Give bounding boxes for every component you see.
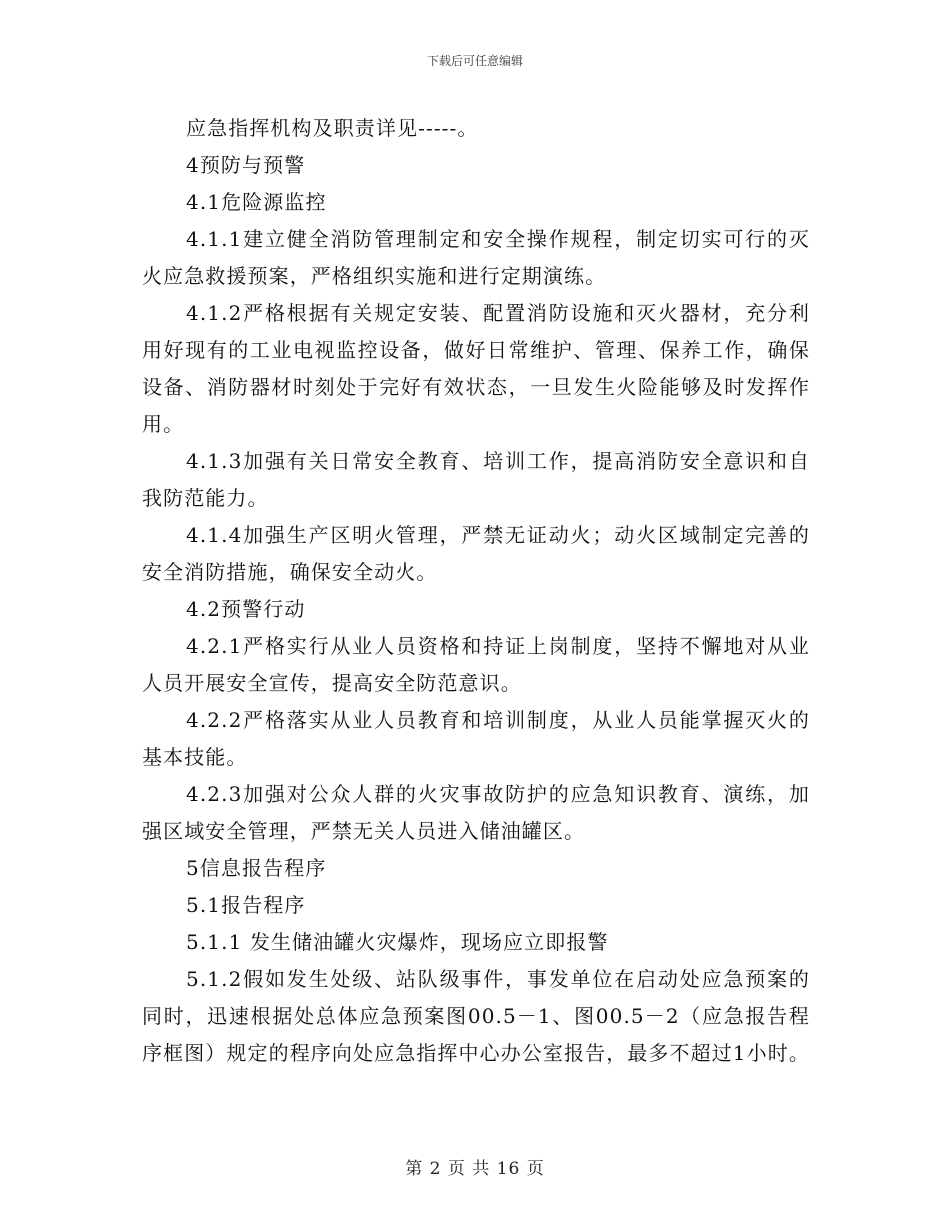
page-number: 第 2 页 共 16 页: [405, 1159, 545, 1179]
paragraph-4-1-2: 4.1.2严格根据有关规定安装、配置消防设施和灭火器材，充分利用好现有的工业电视监控设备，做好日常维护、管理、保养工作，确保设备、消防器材时刻处于完好有效状态，一旦发生火险能够及时发挥作用。: [142, 301, 810, 436]
page-header: 下载后可任意编辑: [426, 54, 523, 68]
paragraph-4-2-1: 4.2.1严格实行从业人员资格和持证上岗制度，坚持不懈地对从业人员开展安全宣传，提高安全防范意识。: [142, 634, 810, 695]
paragraph-4-2-3: 4.2.3加强对公众人群的火灾事故防护的应急知识教育、演练，加强区域安全管理，严禁无关人员进入储油罐区。: [142, 782, 810, 843]
heading-hazard-monitoring: 4.1危险源监控: [186, 190, 327, 214]
paragraph-5-1-1: 5.1.1 发生储油罐火灾爆炸，现场应立即报警: [186, 930, 609, 954]
heading-report-procedure: 5.1报告程序: [186, 893, 306, 917]
heading-info-report: 5信息报告程序: [186, 856, 327, 880]
heading-warning-action: 4.2预警行动: [186, 597, 306, 621]
document-body: [142, 110, 810, 1072]
paragraph-4-2-2: 4.2.2严格落实从业人员教育和培训制度，从业人员能掌握灭火的基本技能。: [142, 708, 810, 769]
paragraph-4-1-3: 4.1.3加强有关日常安全教育、培训工作，提高消防安全意识和自我防范能力。: [142, 449, 810, 510]
paragraph-command-structure: 应急指挥机构及职责详见-----。: [186, 116, 479, 140]
heading-prevention-warning: 4预防与预警: [186, 153, 306, 177]
paragraph-5-1-2: 5.1.2假如发生处级、站队级事件，事发单位在启动处应急预案的同时，迅速根据处总体应急预案图00.5－1、图00.5－2（应急报告程序框图）规定的程序向处应急指挥中心办公室报告，最多不超过1小时。: [142, 967, 810, 1065]
paragraph-4-1-4: 4.1.4加强生产区明火管理，严禁无证动火；动火区域制定完善的安全消防措施，确保安全动火。: [142, 523, 810, 584]
paragraph-4-1-1: 4.1.1建立健全消防管理制定和安全操作规程，制定切实可行的灭火应急救援预案，严格组织实施和进行定期演练。: [142, 227, 810, 288]
